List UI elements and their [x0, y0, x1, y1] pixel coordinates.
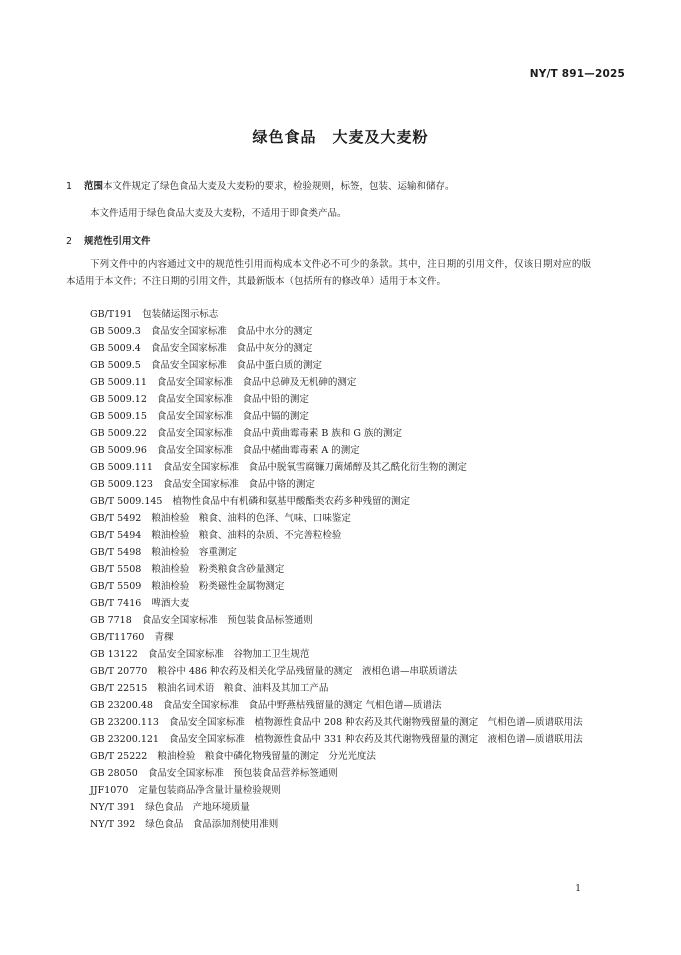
- reference-list: [66, 306, 591, 833]
- reference-code: GB 28050: [90, 768, 138, 779]
- reference-item: [66, 748, 591, 765]
- reference-item: [66, 340, 591, 357]
- reference-title: 食品安全国家标准 食品中野燕枯残留量的测定 气相色谱—质谱法: [162, 700, 442, 711]
- page-number: 1: [575, 884, 581, 894]
- reference-code: GB 5009.11: [90, 377, 147, 388]
- reference-title: 食品安全国家标准 食品中铬的测定: [162, 479, 315, 490]
- reference-item: [66, 561, 591, 578]
- reference-item: [66, 425, 591, 442]
- reference-title: 包装储运图示标志: [142, 309, 219, 320]
- reference-title: 粮油检验 容重测定: [151, 547, 237, 558]
- reference-item: [66, 714, 591, 731]
- reference-title: 粮油名词术语 粮食、油料及其加工产品: [157, 683, 329, 694]
- reference-code: GB/T191: [90, 309, 133, 320]
- reference-code: GB 23200.48: [90, 700, 153, 711]
- reference-code: GB/T 20770: [90, 666, 148, 677]
- reference-item: [66, 731, 591, 748]
- reference-item: [66, 510, 591, 527]
- reference-code: GB 5009.5: [90, 360, 141, 371]
- reference-item: [66, 442, 591, 459]
- reference-title: 粮油检验 粮食、油料的色泽、气味、口味鉴定: [151, 513, 351, 524]
- reference-code: GB 5009.15: [90, 411, 147, 422]
- reference-item: [66, 697, 591, 714]
- reference-title: 粮油检验 粮食、油料的杂质、不完善粒检验: [151, 530, 342, 541]
- reference-code: GB/T 5498: [90, 547, 142, 558]
- reference-title: 食品安全国家标准 预包装食品营养标签通则: [147, 768, 338, 779]
- section-1: [66, 178, 455, 192]
- section-text: 本文件规定了绿色食品大麦及大麦粉的要求，检验规则，标签，包装、运输和储存。: [103, 181, 455, 192]
- reference-item: [66, 544, 591, 561]
- reference-item: [66, 816, 591, 833]
- reference-code: NY/T 391: [90, 802, 136, 813]
- section-number: 1: [66, 181, 73, 192]
- reference-title: 青稞: [154, 632, 174, 643]
- reference-item: [66, 663, 591, 680]
- reference-item: [66, 782, 591, 799]
- reference-title: 食品安全国家标准 谷物加工卫生规范: [147, 649, 310, 660]
- reference-item: [66, 629, 591, 646]
- standard-code: NY/T 891—2025: [529, 68, 625, 80]
- reference-item: [66, 408, 591, 425]
- reference-item: [66, 527, 591, 544]
- reference-title: 食品安全国家标准 食品中蛋白质的测定: [150, 360, 322, 371]
- reference-title: 食品安全国家标准 食品中脱氧雪腐镰刀菌烯醇及其乙酰化衍生物的测定: [162, 462, 467, 473]
- reference-code: GB 23200.121: [90, 734, 159, 745]
- reference-code: GB 23200.113: [90, 717, 159, 728]
- reference-item: [66, 459, 591, 476]
- reference-item: [66, 357, 591, 374]
- reference-code: GB/T 22515: [90, 683, 148, 694]
- reference-title: 食品安全国家标准 食品中黄曲霉毒素 B 族和 G 族的测定: [156, 428, 403, 439]
- reference-code: GB/T 5494: [90, 530, 142, 541]
- reference-title: 粮油检验 粮食中磷化物残留量的测定 分光光度法: [157, 751, 376, 762]
- reference-code: GB 5009.12: [90, 394, 147, 405]
- reference-title: 食品安全国家标准 食品中总砷及无机砷的测定: [156, 377, 357, 388]
- reference-code: JJF1070: [90, 785, 129, 796]
- section-heading: 范围: [84, 181, 104, 192]
- reference-title: 食品安全国家标准 食品中赭曲霉毒素 A 的测定: [156, 445, 360, 456]
- document-title: 绿色食品 大麦及大麦粉: [252, 128, 429, 146]
- reference-item: [66, 476, 591, 493]
- reference-item: [66, 493, 591, 510]
- reference-code: GB 5009.3: [90, 326, 141, 337]
- reference-code: GB/T 5492: [90, 513, 142, 524]
- reference-code: GB 5009.4: [90, 343, 141, 354]
- reference-title: 啤酒大麦: [151, 598, 190, 609]
- reference-code: GB 13122: [90, 649, 138, 660]
- section-2-intro: 下列文件中的内容通过文中的规范性引用而构成本文件必不可少的条款。其中，注日期的引用文件，仅该日期对应的版本适用于本文件；不注日期的引用文件，其最新版本（包括所有的修改单）适用于本文件。: [66, 259, 591, 287]
- reference-code: GB/T11760: [90, 632, 145, 643]
- reference-title: 食品安全国家标准 植物源性食品中 208 种农药及其代谢物残留量的测定 气相色谱—质谱联用法: [168, 717, 583, 728]
- reference-item: [66, 391, 591, 408]
- section-2-heading: [66, 233, 151, 247]
- reference-code: GB/T 5009.145: [90, 496, 163, 507]
- reference-item: [66, 595, 591, 612]
- reference-item: [66, 323, 591, 340]
- reference-code: GB 5009.111: [90, 462, 153, 473]
- reference-title: 定量包装商品净含量计量检验规则: [138, 785, 281, 796]
- reference-title: 食品安全国家标准 食品中铅的测定: [156, 394, 309, 405]
- reference-code: GB/T 5509: [90, 581, 142, 592]
- reference-title: 食品安全国家标准 植物源性食品中 331 种农药及其代谢物残留量的测定 液相色谱—质谱联用法: [168, 734, 583, 745]
- reference-code: GB 5009.123: [90, 479, 153, 490]
- reference-title: 植物性食品中有机磷和氨基甲酸酯类农药多种残留的测定: [172, 496, 410, 507]
- reference-item: [66, 799, 591, 816]
- reference-item: [66, 612, 591, 629]
- reference-title: 粮油检验 粉类磁性金属物测定: [151, 581, 285, 592]
- reference-code: GB 7718: [90, 615, 132, 626]
- reference-code: GB/T 7416: [90, 598, 142, 609]
- reference-title: 粮油检验 粉类粮食含砂量测定: [151, 564, 285, 575]
- reference-title: 食品安全国家标准 食品中灰分的测定: [150, 343, 313, 354]
- reference-title: 食品安全国家标准 预包装食品标签通则: [141, 615, 313, 626]
- reference-item: [66, 765, 591, 782]
- reference-code: GB 5009.96: [90, 445, 147, 456]
- reference-item: [66, 578, 591, 595]
- reference-title: 绿色食品 食品添加剂使用准则: [145, 819, 279, 830]
- reference-title: 食品安全国家标准 食品中水分的测定: [150, 326, 313, 337]
- reference-code: NY/T 392: [90, 819, 136, 830]
- section-number: 2: [66, 236, 73, 247]
- reference-item: [66, 646, 591, 663]
- section-heading: 规范性引用文件: [84, 236, 151, 247]
- reference-title: 粮谷中 486 种农药及相关化学品残留量的测定 液相色谱—串联质谱法: [157, 666, 458, 677]
- reference-code: GB/T 5508: [90, 564, 142, 575]
- reference-item: [66, 680, 591, 697]
- reference-title: 绿色食品 产地环境质量: [145, 802, 250, 813]
- reference-code: GB 5009.22: [90, 428, 147, 439]
- scope-note: 本文件适用于绿色食品大麦及大麦粉，不适用于即食类产品。: [90, 208, 347, 219]
- reference-item: [66, 306, 591, 323]
- reference-code: GB/T 25222: [90, 751, 148, 762]
- reference-title: 食品安全国家标准 食品中镉的测定: [156, 411, 309, 422]
- reference-item: [66, 374, 591, 391]
